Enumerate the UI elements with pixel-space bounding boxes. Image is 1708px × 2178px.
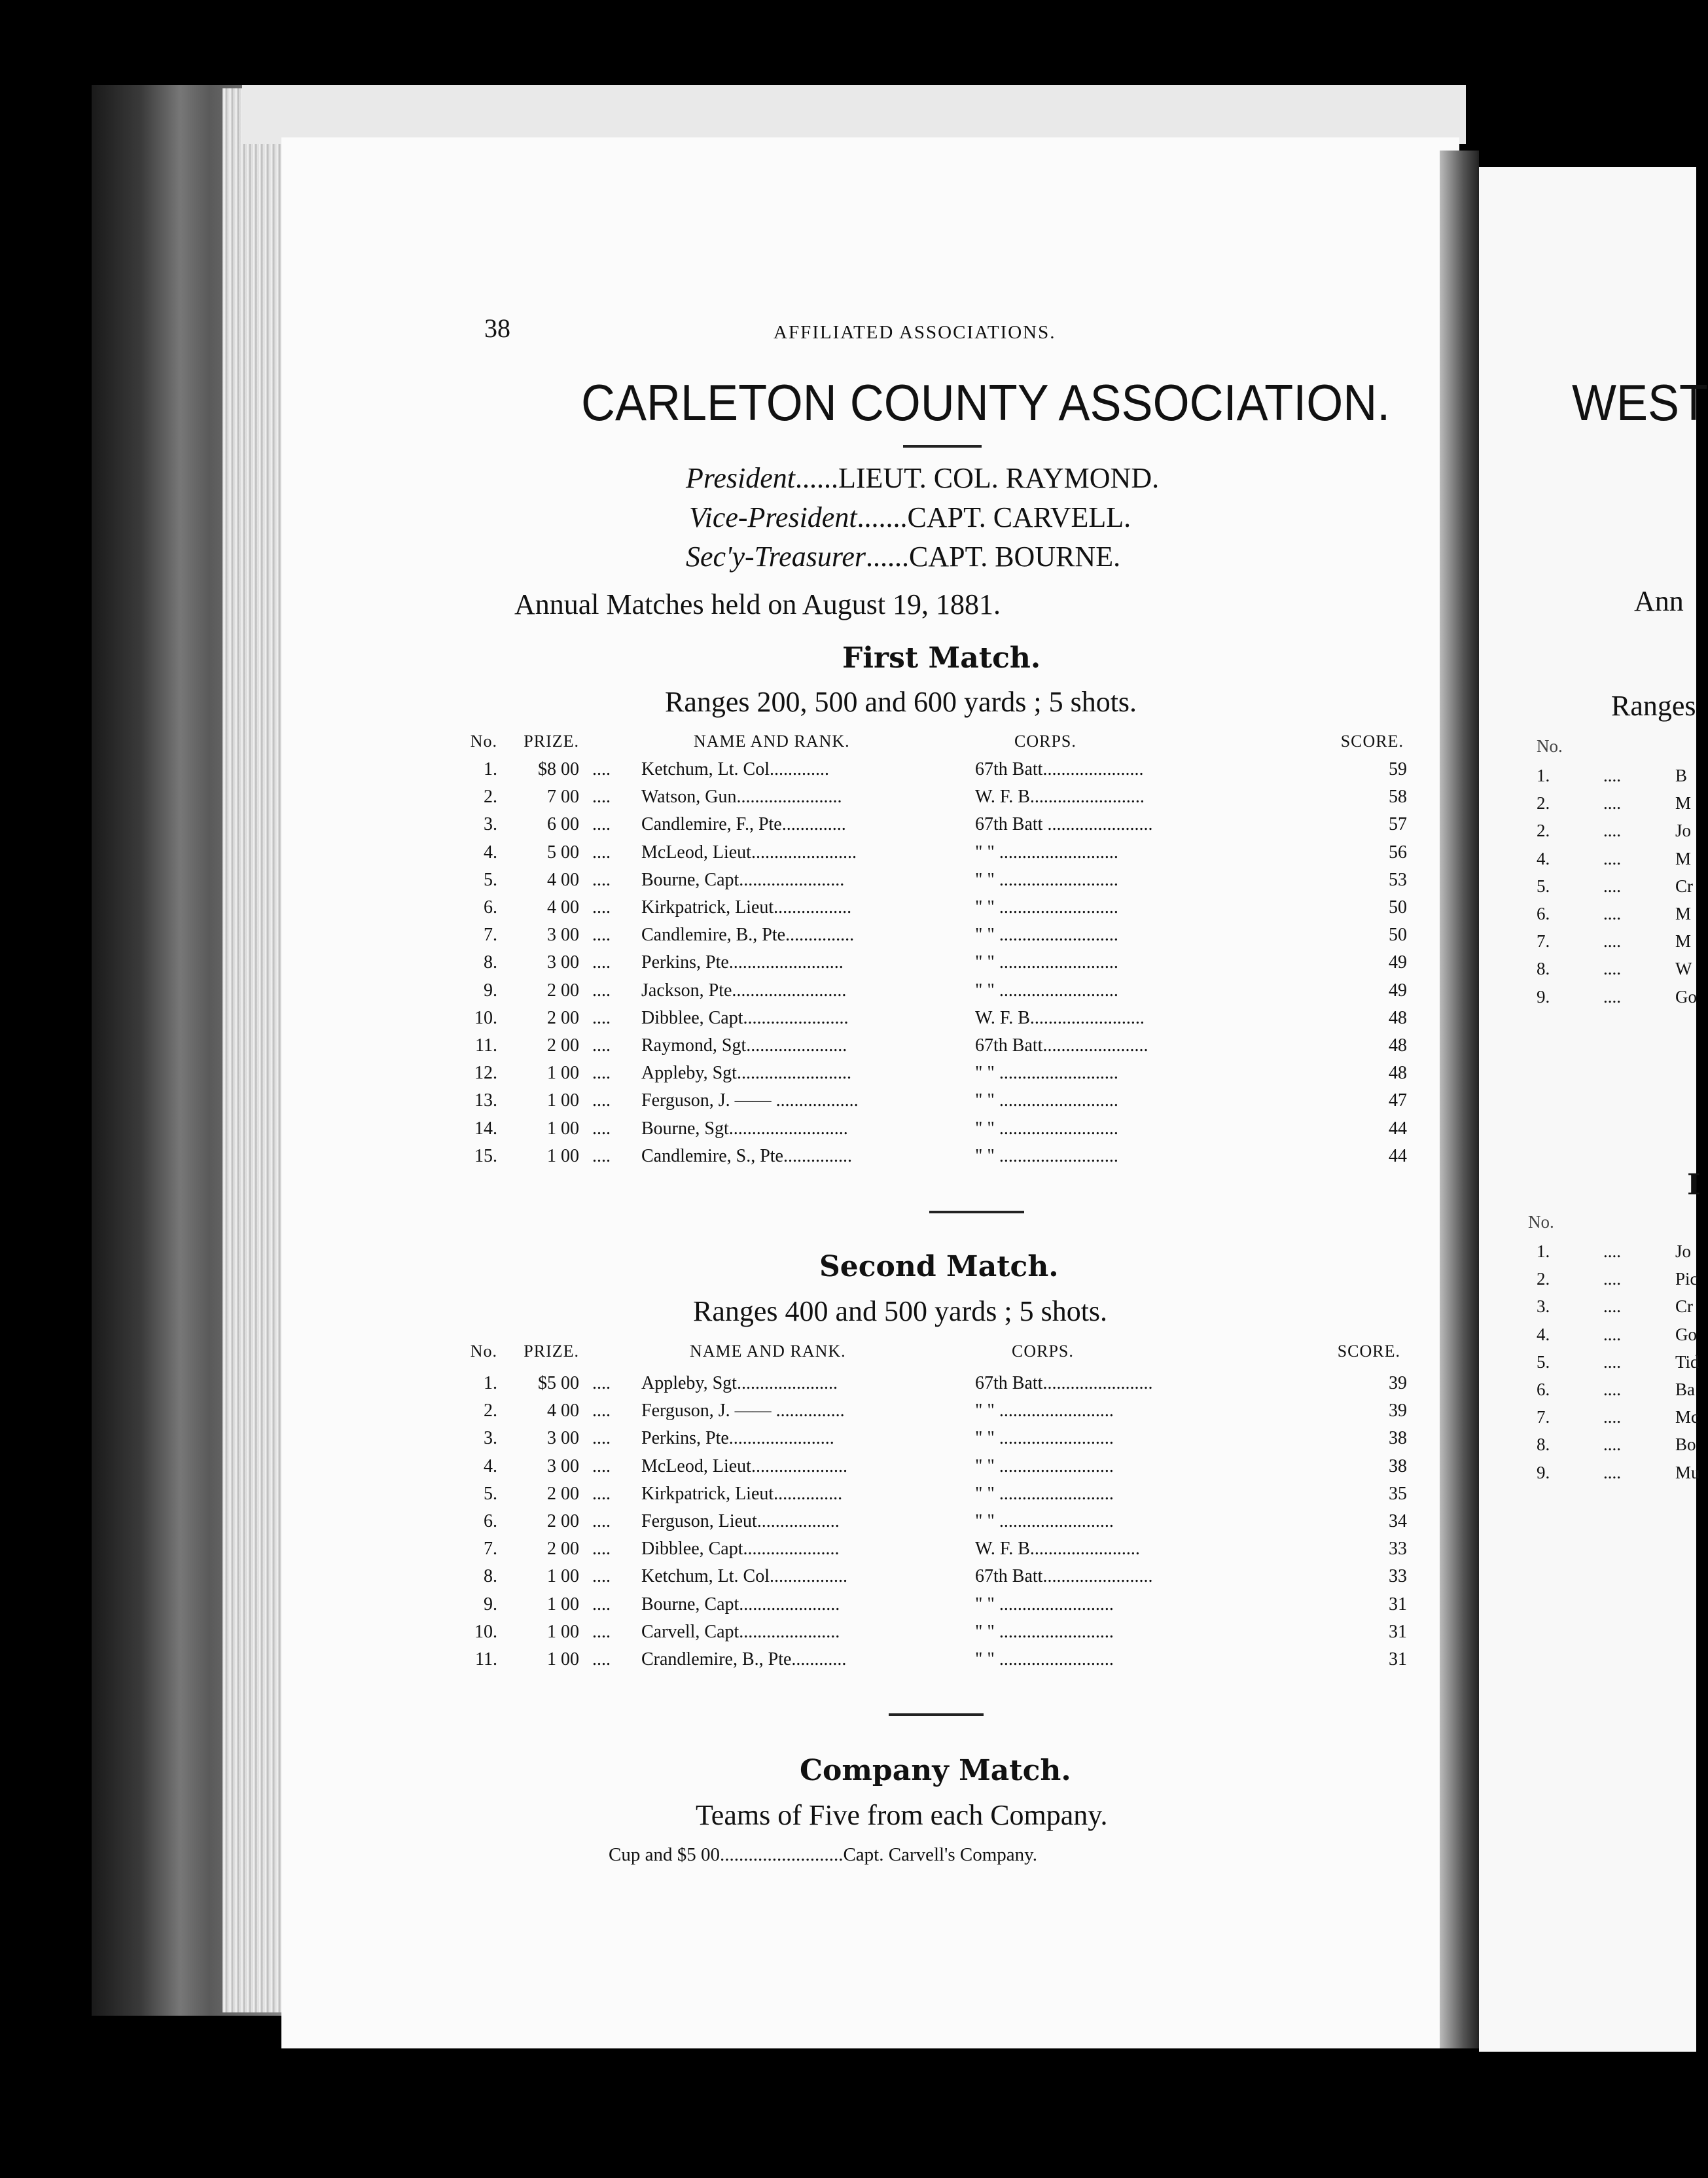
- table-row: [458, 1594, 1407, 1622]
- row-no: 5.: [484, 869, 497, 890]
- row-score: 38: [1389, 1428, 1407, 1449]
- row-no: 4.: [484, 842, 497, 863]
- row-no: 9.: [484, 980, 497, 1001]
- row-no: 2.: [484, 787, 497, 808]
- company-match-title: Company Match.: [800, 1754, 1071, 1787]
- row-prize: 2 00: [547, 1511, 579, 1531]
- row-no: 7.: [1537, 1407, 1550, 1427]
- officer-dots: ......: [795, 462, 838, 494]
- page-top-edge: [242, 85, 1466, 144]
- row-name: Ketchum, Lt. Col.................: [641, 1566, 847, 1587]
- row-score: 39: [1389, 1401, 1407, 1421]
- row-separator: ....: [592, 1455, 611, 1476]
- facing-page-no-label-a: No.: [1537, 736, 1563, 756]
- row-name: McLeod, Lieut.......................: [641, 842, 857, 863]
- row-separator: ....: [592, 1035, 611, 1056]
- row-no: 1.: [484, 1373, 497, 1393]
- row-name: Jo: [1675, 821, 1692, 841]
- row-separator: ....: [592, 1145, 611, 1166]
- row-prize: 1 00: [547, 1594, 579, 1615]
- table-row: [458, 1373, 1407, 1401]
- row-name: Kirkpatrick, Lieut...............: [641, 1483, 843, 1504]
- row-no: 6.: [484, 1511, 497, 1531]
- row-no: 11.: [475, 1649, 497, 1669]
- row-prize: 1 00: [547, 1063, 579, 1084]
- row-name: Ferguson, Lieut..................: [641, 1511, 840, 1531]
- header-name: NAME AND RANK.: [690, 1342, 846, 1361]
- row-corps: 67th Batt........................: [975, 1373, 1153, 1393]
- row-separator: ....: [592, 1566, 611, 1587]
- row-name: Bourne, Capt......................: [641, 1594, 840, 1615]
- row-score: 44: [1389, 1118, 1407, 1139]
- row-no: 6.: [484, 897, 497, 918]
- officer-vice-president: [689, 501, 1131, 534]
- table-row: [458, 925, 1407, 952]
- second-match-title: Second Match.: [819, 1250, 1059, 1283]
- row-no: 7.: [484, 925, 497, 946]
- row-name: Appleby, Sgt.........................: [641, 1063, 851, 1084]
- row-name: Watson, Gun.......................: [641, 787, 842, 808]
- row-separator: ....: [592, 1401, 611, 1421]
- row-name: M: [1675, 931, 1692, 952]
- row-prize: 3 00: [547, 1428, 579, 1449]
- row-separator: ....: [592, 1649, 611, 1669]
- row-dots: ....: [1603, 793, 1621, 813]
- row-prize: 4 00: [547, 869, 579, 890]
- row-score: 56: [1389, 842, 1407, 863]
- table-row: [458, 814, 1407, 842]
- row-separator: ....: [592, 1511, 611, 1531]
- row-separator: ....: [592, 897, 611, 918]
- row-score: 33: [1389, 1566, 1407, 1587]
- table-row: [458, 1539, 1407, 1566]
- row-no: 3.: [484, 814, 497, 835]
- row-corps: " " .........................: [975, 1511, 1114, 1531]
- row-score: 34: [1389, 1511, 1407, 1531]
- table-row: [458, 1008, 1407, 1035]
- row-separator: ....: [592, 1428, 611, 1449]
- row-prize: 1 00: [547, 1649, 579, 1669]
- row-name: Mc: [1675, 1407, 1699, 1427]
- header-score: SCORE.: [1337, 1342, 1400, 1361]
- table-row: [458, 1511, 1407, 1539]
- table-row: [458, 1484, 1407, 1511]
- row-dots: ....: [1603, 848, 1621, 868]
- row-score: 31: [1389, 1621, 1407, 1642]
- row-no: 3.: [484, 1428, 497, 1449]
- row-no: 1.: [1537, 1241, 1550, 1261]
- header-no: No.: [470, 732, 497, 751]
- gutter-shadow: [1440, 151, 1479, 2048]
- row-score: 49: [1389, 952, 1407, 973]
- row-prize: 4 00: [547, 897, 579, 918]
- row-name: B: [1675, 766, 1688, 785]
- row-corps: " " ..........................: [975, 1145, 1118, 1166]
- row-separator: ....: [592, 1621, 611, 1642]
- officer-role: Vice-President: [689, 501, 857, 533]
- row-score: 38: [1389, 1455, 1407, 1476]
- table-row: [458, 952, 1407, 980]
- row-prize: 7 00: [547, 787, 579, 808]
- second-match-ranges: Ranges 400 and 500 yards ; 5 shots.: [693, 1295, 1108, 1327]
- table-row: [458, 1146, 1407, 1173]
- row-dots: ....: [1603, 959, 1621, 979]
- row-name: Ketchum, Lt. Col.............: [641, 759, 829, 779]
- header-score: SCORE.: [1340, 732, 1404, 751]
- row-no: 15.: [474, 1145, 497, 1166]
- row-name: Pic: [1675, 1269, 1698, 1289]
- row-dots: ....: [1603, 1462, 1621, 1482]
- officer-name: LIEUT. COL. RAYMOND.: [838, 462, 1160, 494]
- row-separator: ....: [592, 925, 611, 946]
- row-dots: ....: [1603, 1380, 1621, 1399]
- row-prize: 2 00: [547, 980, 579, 1001]
- row-dots: ....: [1603, 904, 1621, 923]
- row-score: 39: [1389, 1373, 1407, 1393]
- row-dots: ....: [1603, 931, 1621, 952]
- row-no: 2.: [1537, 821, 1550, 841]
- row-corps: " " ..........................: [975, 952, 1118, 973]
- second-match-header: [458, 1342, 1407, 1369]
- page-number: 38: [484, 313, 510, 343]
- row-no: 10.: [474, 1007, 497, 1028]
- row-dots: ....: [1603, 1351, 1621, 1372]
- row-separator: ....: [592, 1007, 611, 1028]
- row-name: McLeod, Lieut.....................: [641, 1455, 847, 1476]
- table-row: [458, 787, 1407, 814]
- officer-name: CAPT. CARVELL.: [907, 501, 1131, 533]
- row-name: Bourne, Capt.......................: [641, 869, 845, 890]
- row-prize: 2 00: [547, 1007, 579, 1028]
- row-no: 6.: [1537, 1380, 1550, 1399]
- row-corps: 67th Batt......................: [975, 759, 1144, 779]
- row-corps: " " ..........................: [975, 980, 1118, 1001]
- row-score: 35: [1389, 1483, 1407, 1504]
- row-name: Bo: [1675, 1435, 1696, 1455]
- row-name: W: [1675, 959, 1692, 979]
- row-corps: W. F. B........................: [975, 1539, 1140, 1560]
- row-corps: " " .........................: [975, 1594, 1114, 1615]
- row-dots: ....: [1603, 766, 1621, 785]
- row-no: 2.: [1537, 1269, 1550, 1289]
- row-no: 10.: [474, 1621, 497, 1642]
- table-row: [458, 1063, 1407, 1090]
- row-no: 8.: [1537, 959, 1550, 979]
- header-prize: PRIZE.: [524, 1342, 579, 1361]
- row-name: Go: [1675, 1324, 1697, 1344]
- row-no: 3.: [1537, 1296, 1550, 1317]
- row-dots: ....: [1603, 1324, 1621, 1344]
- row-corps: " " ..........................: [975, 925, 1118, 946]
- row-prize: 1 00: [547, 1621, 579, 1642]
- table-row: [458, 870, 1407, 897]
- row-name: Cr: [1675, 876, 1693, 896]
- row-corps: W. F. B.........................: [975, 787, 1145, 808]
- table-row: [458, 897, 1407, 925]
- row-prize: 3 00: [547, 952, 579, 973]
- row-name: Ba: [1675, 1380, 1695, 1399]
- officer-secy-treasurer: [686, 540, 1120, 573]
- row-prize: 2 00: [547, 1539, 579, 1560]
- table-row: [458, 1566, 1407, 1594]
- company-match-subtitle: Teams of Five from each Company.: [696, 1799, 1108, 1831]
- table-row: [458, 1090, 1407, 1118]
- table-row: [458, 1649, 1407, 1677]
- row-no: 5.: [1537, 1351, 1550, 1372]
- row-name: Cr: [1675, 1296, 1693, 1317]
- row-corps: " " ..........................: [975, 1118, 1118, 1139]
- officer-role: President: [686, 462, 795, 494]
- row-score: 57: [1389, 814, 1407, 835]
- row-score: 44: [1389, 1145, 1407, 1166]
- header-corps: CORPS.: [1014, 732, 1076, 751]
- row-dots: ....: [1603, 821, 1621, 841]
- row-prize: 2 00: [547, 1483, 579, 1504]
- row-corps: " " ..........................: [975, 869, 1118, 890]
- table-row: [458, 1118, 1407, 1146]
- row-prize: 3 00: [547, 1455, 579, 1476]
- row-score: 59: [1389, 759, 1407, 779]
- table-row: [458, 980, 1407, 1008]
- row-separator: ....: [592, 1118, 611, 1139]
- row-separator: ....: [592, 814, 611, 835]
- row-corps: " " .........................: [975, 1401, 1114, 1421]
- row-name: Candlemire, S., Pte...............: [641, 1145, 852, 1166]
- row-separator: ....: [592, 869, 611, 890]
- row-separator: ....: [592, 952, 611, 973]
- row-no: 12.: [474, 1063, 497, 1084]
- row-dots: ....: [1603, 1241, 1621, 1261]
- row-separator: ....: [592, 1483, 611, 1504]
- row-separator: ....: [592, 1373, 611, 1393]
- row-dots: ....: [1603, 1435, 1621, 1455]
- facing-page-annual: Ann: [1634, 585, 1684, 617]
- facing-page-ranges: Ranges: [1611, 690, 1696, 722]
- row-no: 4.: [1537, 848, 1550, 868]
- row-name: M: [1675, 848, 1692, 868]
- row-name: Mu: [1675, 1462, 1700, 1482]
- company-match-result: Cup and $5 00..........................Capt. Carvell's Company.: [609, 1844, 1037, 1865]
- row-no: 11.: [475, 1035, 497, 1056]
- annual-matches-line: Annual Matches held on August 19, 1881.: [514, 588, 1001, 620]
- row-prize: 3 00: [547, 925, 579, 946]
- row-dots: ....: [1603, 1407, 1621, 1427]
- row-name: Raymond, Sgt......................: [641, 1035, 847, 1056]
- row-no: 2.: [484, 1401, 497, 1421]
- title-rule: [903, 445, 982, 448]
- row-name: Jackson, Pte.........................: [641, 980, 847, 1001]
- row-name: Kirkpatrick, Lieut.................: [641, 897, 852, 918]
- row-dots: ....: [1603, 876, 1621, 896]
- table-row: [458, 1428, 1407, 1455]
- facing-page-title: WEST: [1572, 374, 1708, 432]
- row-no: 9.: [1537, 1462, 1550, 1482]
- row-corps: " " .........................: [975, 1455, 1114, 1476]
- row-corps: " " ..........................: [975, 842, 1118, 863]
- row-prize: 4 00: [547, 1401, 579, 1421]
- section-rule-2: [889, 1713, 984, 1716]
- row-separator: ....: [592, 1090, 611, 1111]
- row-no: 9.: [484, 1594, 497, 1615]
- row-separator: ....: [592, 759, 611, 779]
- row-name: Dibblee, Capt.......................: [641, 1007, 849, 1028]
- row-corps: " " ..........................: [975, 897, 1118, 918]
- row-score: 48: [1389, 1063, 1407, 1084]
- row-separator: ....: [592, 1539, 611, 1560]
- row-name: Ferguson, J. —— ..................: [641, 1090, 859, 1111]
- row-prize: 1 00: [547, 1566, 579, 1587]
- row-name: Perkins, Pte.......................: [641, 1428, 834, 1449]
- row-corps: " " ..........................: [975, 1090, 1118, 1111]
- row-score: 49: [1389, 980, 1407, 1001]
- row-no: 7.: [484, 1539, 497, 1560]
- table-row: [458, 842, 1407, 870]
- officer-name: CAPT. BOURNE.: [908, 541, 1121, 573]
- row-name: Go: [1675, 986, 1697, 1007]
- row-no: 5.: [484, 1483, 497, 1504]
- row-separator: ....: [592, 1594, 611, 1615]
- row-corps: " " .........................: [975, 1621, 1114, 1642]
- row-score: 31: [1389, 1594, 1407, 1615]
- table-row: [458, 1401, 1407, 1428]
- row-name: Perkins, Pte.........................: [641, 952, 844, 973]
- table-row: [458, 759, 1407, 787]
- row-prize: 1 00: [547, 1090, 579, 1111]
- row-no: 1.: [1537, 766, 1550, 785]
- row-name: Crandlemire, B., Pte............: [641, 1649, 847, 1669]
- row-corps: 67th Batt.......................: [975, 1035, 1148, 1056]
- row-score: 53: [1389, 869, 1407, 890]
- row-name: Tid: [1675, 1351, 1699, 1372]
- row-corps: W. F. B.........................: [975, 1007, 1145, 1028]
- row-separator: ....: [592, 980, 611, 1001]
- page-title: CARLETON COUNTY ASSOCIATION.: [581, 374, 1391, 432]
- row-corps: 67th Batt........................: [975, 1566, 1153, 1587]
- row-name: Candlemire, F., Pte..............: [641, 814, 846, 835]
- row-prize: $8 00: [538, 759, 579, 779]
- row-separator: ....: [592, 787, 611, 808]
- row-prize: 5 00: [547, 842, 579, 863]
- row-score: 31: [1389, 1649, 1407, 1669]
- row-name: M: [1675, 904, 1692, 923]
- officer-president: [686, 461, 1159, 495]
- row-name: Jo: [1675, 1241, 1692, 1261]
- row-corps: " " .........................: [975, 1428, 1114, 1449]
- row-no: 1.: [484, 759, 497, 779]
- row-corps: " " .........................: [975, 1649, 1114, 1669]
- row-score: 50: [1389, 897, 1407, 918]
- facing-page-no-label-b: No.: [1528, 1212, 1554, 1232]
- row-corps: " " ..........................: [975, 1063, 1118, 1084]
- row-name: Appleby, Sgt......................: [641, 1373, 838, 1393]
- row-score: 47: [1389, 1090, 1407, 1111]
- table-row: [458, 1035, 1407, 1063]
- row-no: 4.: [1537, 1324, 1550, 1344]
- row-no: 6.: [1537, 904, 1550, 923]
- row-score: 50: [1389, 925, 1407, 946]
- row-no: 2.: [1537, 793, 1550, 813]
- row-corps: 67th Batt .......................: [975, 814, 1153, 835]
- first-match-title: First Match.: [842, 641, 1041, 675]
- table-row: [458, 1456, 1407, 1484]
- row-separator: ....: [592, 1063, 611, 1084]
- header-name: NAME AND RANK.: [694, 732, 850, 751]
- row-separator: ....: [592, 842, 611, 863]
- row-prize: 6 00: [547, 814, 579, 835]
- header-corps: CORPS.: [1012, 1342, 1074, 1361]
- row-no: 14.: [474, 1118, 497, 1139]
- row-no: 13.: [474, 1090, 497, 1111]
- row-prize: 1 00: [547, 1118, 579, 1139]
- row-name: Ferguson, J. —— ...............: [641, 1401, 845, 1421]
- first-match-header: [458, 732, 1407, 759]
- row-dots: ....: [1603, 1296, 1621, 1317]
- row-name: Bourne, Sgt..........................: [641, 1118, 848, 1139]
- row-no: 8.: [484, 952, 497, 973]
- row-no: 9.: [1537, 986, 1550, 1007]
- row-prize: 2 00: [547, 1035, 579, 1056]
- running-head: AFFILIATED ASSOCIATIONS.: [774, 322, 1056, 343]
- row-no: 4.: [484, 1455, 497, 1476]
- row-name: M: [1675, 793, 1692, 813]
- row-name: Carvell, Capt......................: [641, 1621, 840, 1642]
- row-score: 58: [1389, 787, 1407, 808]
- row-score: 48: [1389, 1035, 1407, 1056]
- table-row: [458, 1622, 1407, 1649]
- officer-dots: .......: [857, 501, 908, 533]
- facing-page-section-letter: I: [1687, 1168, 1701, 1202]
- header-prize: PRIZE.: [524, 732, 579, 751]
- row-dots: ....: [1603, 1269, 1621, 1289]
- row-no: 5.: [1537, 876, 1550, 896]
- row-prize: $5 00: [538, 1373, 579, 1393]
- row-name: Dibblee, Capt.....................: [641, 1539, 840, 1560]
- row-no: 8.: [484, 1566, 497, 1587]
- row-prize: 1 00: [547, 1145, 579, 1166]
- row-score: 33: [1389, 1539, 1407, 1560]
- row-name: Candlemire, B., Pte...............: [641, 925, 855, 946]
- officer-dots: ......: [865, 541, 909, 573]
- header-no: No.: [470, 1342, 497, 1361]
- row-dots: ....: [1603, 986, 1621, 1007]
- section-rule-1: [929, 1211, 1024, 1213]
- first-match-ranges: Ranges 200, 500 and 600 yards ; 5 shots.: [665, 686, 1137, 718]
- row-no: 7.: [1537, 931, 1550, 952]
- facing-page: [1479, 167, 1696, 2052]
- officer-role: Sec'y-Treasurer: [686, 541, 866, 573]
- row-score: 48: [1389, 1007, 1407, 1028]
- row-corps: " " .........................: [975, 1483, 1114, 1504]
- row-no: 8.: [1537, 1435, 1550, 1455]
